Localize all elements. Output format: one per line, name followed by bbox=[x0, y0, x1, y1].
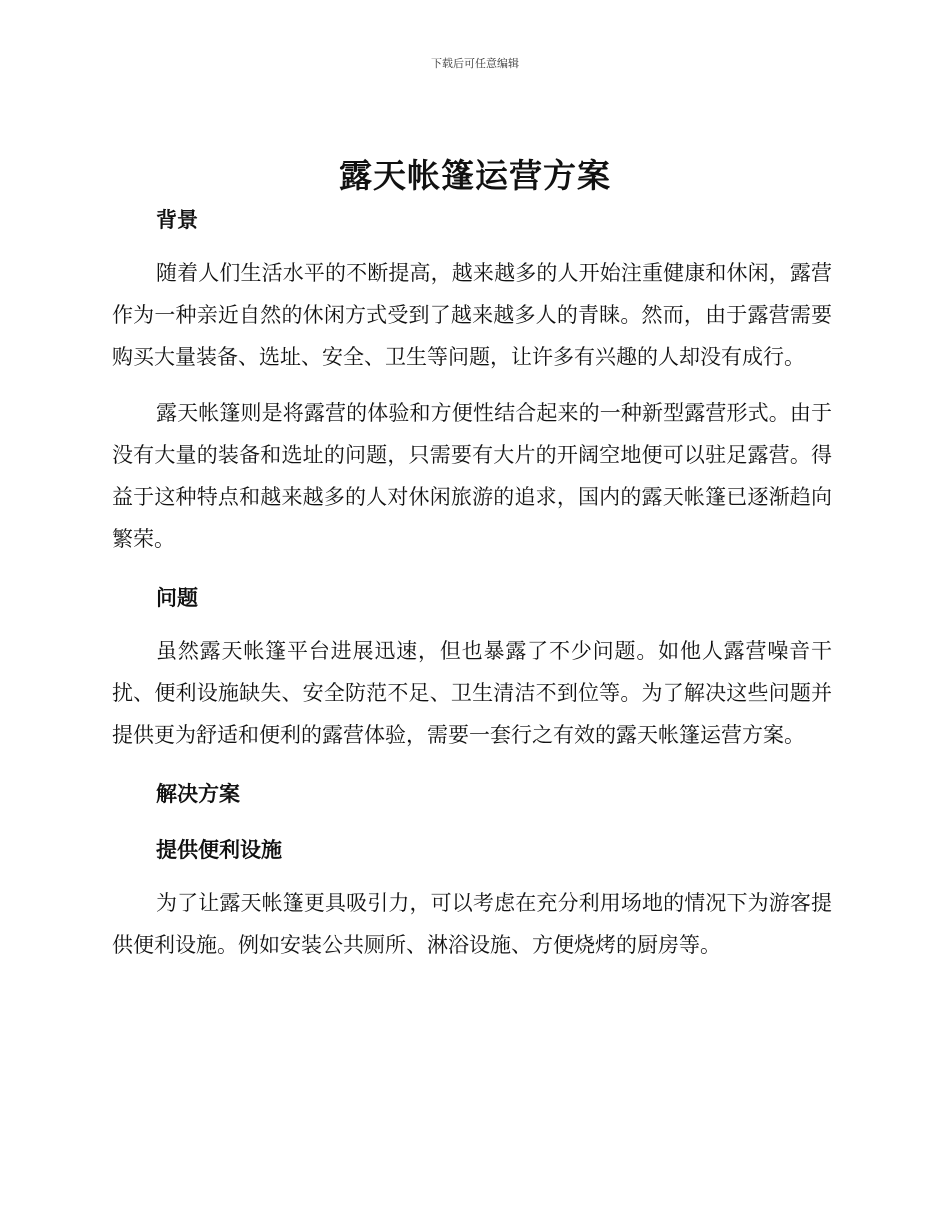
section-heading-background: 背景 bbox=[156, 208, 198, 232]
header-note: 下载后可任意编辑 bbox=[431, 57, 519, 70]
document-body bbox=[112, 202, 832, 966]
section-heading-solution: 解决方案 bbox=[156, 782, 240, 806]
paragraph-background-1: 随着人们生活水平的不断提高，越来越多的人开始注重健康和休闲，露营作为一种亲近自然的休闲方式受到了越来越多人的青睐。然而，由于露营需要购买大量装备、选址、安全、卫生等问题，让许多有兴趣的人却没有成行。 bbox=[112, 261, 832, 369]
paragraph-facilities-1: 为了让露天帐篷更具吸引力，可以考虑在充分利用场地的情况下为游客提供便利设施。例如安装公共厕所、淋浴设施、方便烧烤的厨房等。 bbox=[112, 891, 832, 957]
subsection-heading-facilities: 提供便利设施 bbox=[156, 838, 282, 862]
section-heading-problem: 问题 bbox=[156, 586, 198, 610]
document-title: 露天帐篷运营方案 bbox=[339, 156, 611, 195]
paragraph-background-2: 露天帐篷则是将露营的体验和方便性结合起来的一种新型露营形式。由于没有大量的装备和选址的问题，只需要有大片的开阔空地便可以驻足露营。得益于这种特点和越来越多的人对休闲旅游的追求，国内的露天帐篷已逐渐趋向繁荣。 bbox=[112, 401, 832, 551]
paragraph-problem-1: 虽然露天帐篷平台进展迅速，但也暴露了不少问题。如他人露营噪音干扰、便利设施缺失、安全防范不足、卫生清洁不到位等。为了解决这些问题并提供更为舒适和便利的露营体验，需要一套行之有效的露天帐篷运营方案。 bbox=[112, 639, 832, 747]
